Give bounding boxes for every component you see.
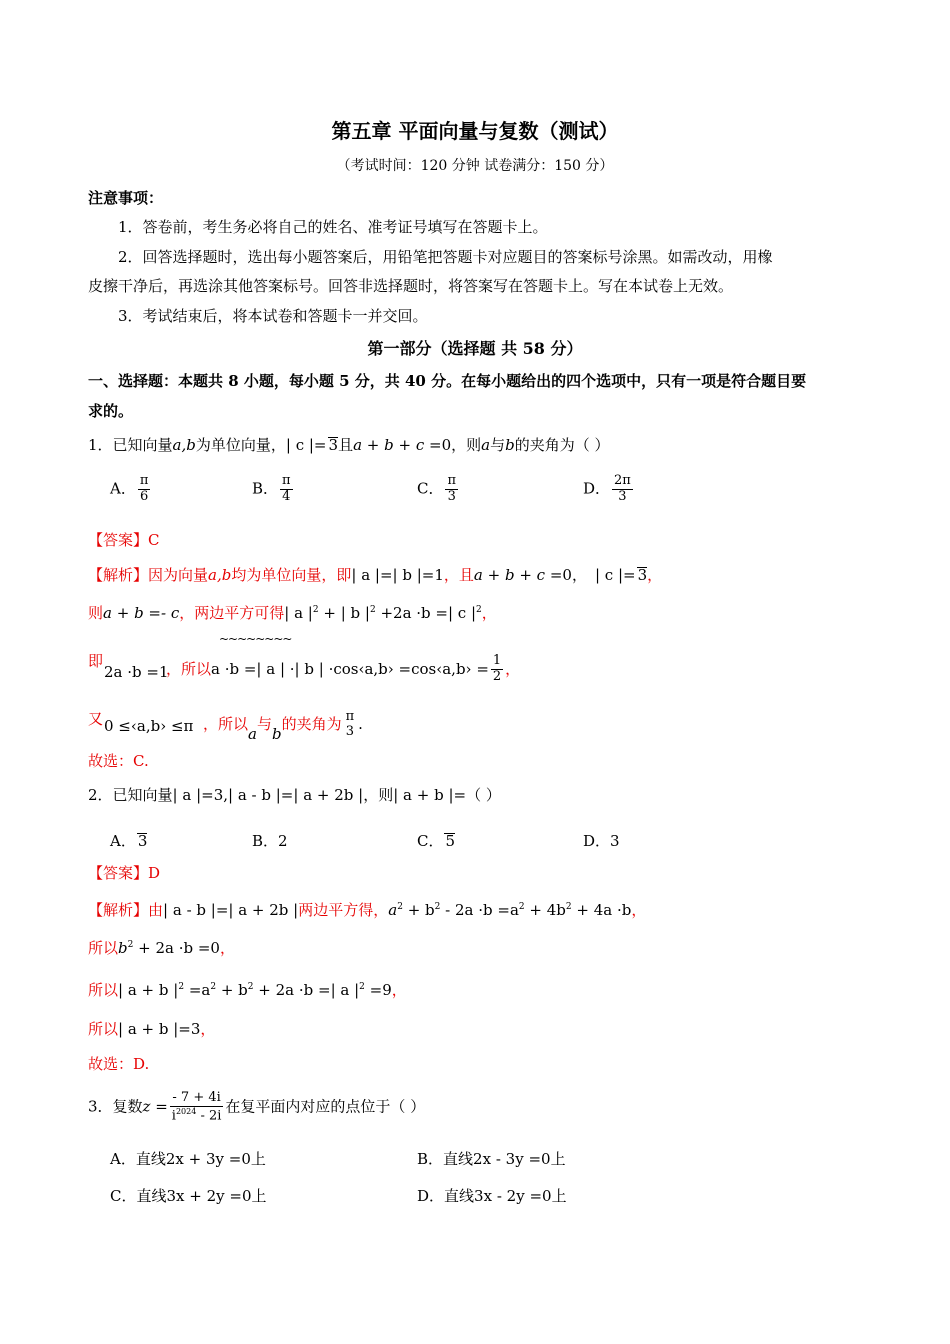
option-label: A． bbox=[110, 479, 136, 498]
solution-text: 与 bbox=[256, 714, 272, 733]
q1-vars: a,b bbox=[172, 436, 196, 454]
solution-text: 所以 bbox=[88, 981, 119, 999]
q2-solution-line-3 bbox=[88, 983, 407, 998]
q2-option-c[interactable] bbox=[417, 830, 455, 851]
option-text: 上 bbox=[251, 1187, 267, 1205]
section-instruction-cont: 求的。 bbox=[88, 402, 134, 420]
q1-solution-line-1 bbox=[88, 567, 662, 583]
solution-math: +2a ·b =| c | bbox=[375, 604, 477, 622]
q1-option-a[interactable] bbox=[110, 474, 152, 505]
q2-option-a[interactable] bbox=[110, 830, 147, 851]
solution-var: a bbox=[248, 724, 257, 743]
superscript: 2 bbox=[565, 902, 572, 912]
q1-solution-line-4-math: 0 ≤‹a,b› ≤π bbox=[104, 717, 194, 735]
sqrt-expression: 3 bbox=[137, 832, 148, 850]
superscript: 2 bbox=[397, 902, 403, 912]
q2-option-d[interactable] bbox=[583, 830, 620, 851]
superscript: 2 bbox=[127, 940, 134, 950]
q3-option-c[interactable] bbox=[110, 1185, 267, 1206]
fraction-denominator: 3 bbox=[447, 488, 456, 504]
solution-text: ， bbox=[631, 901, 647, 919]
q1-solution-line-2 bbox=[88, 606, 497, 621]
note-item-2-cont: 皮擦干净后，再选涂其他答案标号。回答非选择题时，将答案写在答题卡上。写在本试卷上无效。 bbox=[88, 277, 734, 295]
q2-math: | a + b |= bbox=[393, 786, 467, 804]
option-equation: 3x + 2y =0 bbox=[166, 1187, 252, 1205]
solution-text: ，且 bbox=[443, 566, 474, 584]
superscript: 2 bbox=[518, 902, 525, 912]
q1-option-c[interactable] bbox=[417, 474, 460, 505]
sqrt-expression: 3 bbox=[637, 566, 648, 584]
solution-math: a + b =- c bbox=[103, 604, 180, 622]
q1-conclusion: 故选：C. bbox=[88, 752, 149, 770]
q1-var: a bbox=[481, 436, 491, 454]
option-label: B． bbox=[252, 832, 279, 850]
option-equation: 2x - 3y =0 bbox=[473, 1150, 551, 1168]
notes-heading: 注意事项： bbox=[88, 189, 164, 207]
solution-text: ， bbox=[505, 659, 521, 678]
option-label: D． bbox=[583, 832, 611, 850]
q1-solution-line-4 bbox=[88, 712, 103, 727]
q2-answer: 【答案】D bbox=[88, 864, 161, 882]
solution-text: 由 bbox=[148, 901, 164, 919]
q2-text: ，则 bbox=[363, 786, 394, 804]
solution-text: 所以 bbox=[88, 1020, 119, 1038]
q2-math: | a |=3,| a - b |=| a + 2b | bbox=[172, 786, 364, 804]
option-text: 上 bbox=[250, 1150, 266, 1168]
note-item-1: 1．答卷前，考生务必将自己的姓名、准考证号填写在答题卡上。 bbox=[118, 218, 548, 236]
fraction bbox=[138, 474, 151, 505]
tilde-mark: ~~~~~~~~ bbox=[219, 632, 292, 646]
option-equation: 3x - 2y =0 bbox=[474, 1187, 552, 1205]
q1-option-d[interactable] bbox=[583, 474, 635, 505]
q3-option-a[interactable] bbox=[110, 1148, 266, 1169]
solution-text: ，所以 bbox=[166, 659, 212, 678]
superscript: 2 bbox=[210, 982, 217, 992]
q1-text: 与 bbox=[490, 436, 506, 454]
solution-math: | a | bbox=[284, 604, 313, 622]
fraction-numerator: π bbox=[447, 473, 457, 488]
fraction-denominator: 4 bbox=[282, 488, 291, 504]
sqrt-expression: 5 bbox=[445, 832, 456, 850]
superscript: 2 bbox=[476, 605, 482, 615]
q1-solution-line-3-math: 2a ·b =1 bbox=[104, 663, 169, 681]
solution-text: 则 bbox=[88, 604, 104, 622]
option-label: C． bbox=[417, 479, 444, 498]
fraction-numerator: π bbox=[139, 473, 149, 488]
solution-math: + b bbox=[402, 901, 435, 919]
q3-math: z = bbox=[142, 1097, 168, 1116]
q2-solution-line-1 bbox=[88, 903, 646, 918]
solution-math: + | b | bbox=[318, 604, 370, 622]
question-2-stem bbox=[88, 788, 501, 803]
option-text: 直线 bbox=[444, 1187, 475, 1205]
solution-math: | a + b | bbox=[118, 981, 179, 999]
q1-option-b[interactable] bbox=[252, 474, 295, 505]
solution-text: ，两边平方可得 bbox=[179, 604, 285, 622]
fraction bbox=[344, 710, 357, 740]
note-item-2: 2．回答选择题时，选出每小题答案后，用铅笔把答题卡对应题目的答案标号涂黑。如需改动，用橡 bbox=[118, 248, 773, 266]
fraction-numerator: - 7 + 4i bbox=[170, 1091, 224, 1107]
superscript: 2 bbox=[247, 982, 254, 992]
q1-text: 的夹角为（ ） bbox=[514, 436, 610, 454]
solution-math: + 2a ·b =0 bbox=[133, 939, 220, 957]
fraction-denominator: 2 bbox=[492, 668, 502, 684]
solution-text: 因为向量 bbox=[148, 566, 209, 584]
superscript: 2 bbox=[369, 605, 376, 615]
solution-text: 的夹角为 bbox=[281, 714, 342, 733]
solution-math: a bbox=[388, 901, 398, 919]
fraction bbox=[445, 474, 458, 505]
sqrt-expression: 3 bbox=[328, 436, 339, 454]
q1-answer: 【答案】C bbox=[88, 531, 160, 549]
q1-solution-line-4-rest bbox=[203, 710, 363, 742]
denominator-base: i bbox=[171, 1108, 176, 1124]
solution-math: | a - b |=| a + 2b | bbox=[163, 901, 299, 919]
q1-text: 1．已知向量 bbox=[88, 436, 173, 454]
option-label: C． bbox=[110, 1187, 137, 1205]
fraction-denominator bbox=[170, 1107, 224, 1124]
fraction-denominator: 6 bbox=[139, 488, 149, 504]
solution-text: 两边平方得， bbox=[298, 901, 389, 919]
solution-math: a + b + c bbox=[473, 566, 546, 584]
q3-text: 在复平面内对应的点位于（ ） bbox=[225, 1097, 426, 1116]
solution-math: + 4a ·b bbox=[571, 901, 632, 919]
q1-math: a + b + c bbox=[353, 436, 425, 454]
superscript: 2 bbox=[312, 605, 319, 615]
solution-label: 【解析】 bbox=[88, 566, 149, 584]
part-title: 第一部分（选择题 共 58 分） bbox=[367, 339, 583, 358]
fraction bbox=[612, 474, 633, 505]
solution-text: ， bbox=[219, 939, 235, 957]
question-3-stem bbox=[88, 1091, 425, 1124]
option-text: 上 bbox=[550, 1150, 566, 1168]
solution-var: b bbox=[271, 724, 282, 743]
solution-text: ， bbox=[200, 1020, 216, 1038]
solution-math: + b bbox=[216, 981, 248, 999]
solution-math: b bbox=[118, 939, 128, 957]
option-label: A． bbox=[110, 832, 136, 850]
option-label: B． bbox=[252, 479, 279, 498]
q2-text: （ ） bbox=[466, 786, 501, 804]
solution-math: + 2a ·b =| a | bbox=[253, 981, 360, 999]
exam-info: （考试时间：120 分钟 试卷满分：150 分） bbox=[336, 158, 614, 174]
fraction bbox=[491, 654, 503, 685]
superscript: 2 bbox=[178, 982, 185, 992]
question-1-stem bbox=[88, 437, 609, 453]
option-value: 3 bbox=[610, 832, 620, 850]
solution-math: a ·b =| a | ·| b | ·cos‹a,b› =cos‹a,b› = bbox=[211, 659, 489, 678]
section-instruction: 一、选择题：本题共 8 小题，每小题 5 分，共 40 分。在每小题给出的四个选项中，只有一项是符合题目要 bbox=[88, 372, 807, 390]
q3-option-d[interactable] bbox=[417, 1185, 567, 1206]
solution-math: + 4b bbox=[524, 901, 566, 919]
solution-math: | a + b |=3 bbox=[118, 1020, 201, 1038]
solution-text: 均为单位向量，即 bbox=[231, 566, 352, 584]
q2-text: 2．已知向量 bbox=[88, 786, 173, 804]
option-text: 上 bbox=[551, 1187, 567, 1205]
note-item-3: 3．考试结束后，将本试卷和答题卡一并交回。 bbox=[118, 307, 428, 325]
option-label: B． bbox=[417, 1150, 444, 1168]
solution-math: | c |= bbox=[594, 566, 636, 584]
superscript: 2 bbox=[434, 902, 441, 912]
denominator-rest: - 2i bbox=[196, 1108, 222, 1124]
option-label: C． bbox=[417, 832, 444, 850]
solution-text: 又 bbox=[88, 710, 104, 728]
fraction-numerator: 2π bbox=[614, 473, 631, 488]
fraction-numerator: π bbox=[282, 473, 291, 488]
q1-solution-line-3 bbox=[88, 654, 103, 669]
option-text: 直线 bbox=[135, 1150, 166, 1168]
solution-text: 即 bbox=[88, 652, 104, 670]
solution-label: 【解析】 bbox=[88, 901, 149, 919]
q1-text: =0，则 bbox=[424, 436, 482, 454]
solution-text: . bbox=[358, 714, 363, 733]
q2-option-b[interactable] bbox=[252, 830, 288, 851]
option-value: 2 bbox=[278, 832, 288, 850]
q1-solution-line-3-rest bbox=[166, 654, 520, 685]
q1-text: 为单位向量， bbox=[195, 436, 286, 454]
document-title: 第五章 平面向量与复数（测试） bbox=[331, 119, 619, 143]
solution-math: =a bbox=[184, 981, 211, 999]
option-text: 直线 bbox=[443, 1150, 474, 1168]
q3-option-b[interactable] bbox=[417, 1148, 566, 1169]
fraction-numerator: 1 bbox=[492, 653, 502, 668]
solution-text: ， bbox=[647, 566, 663, 584]
q1-var: b bbox=[505, 436, 515, 454]
superscript: 2 bbox=[359, 982, 365, 992]
solution-math: =0， bbox=[545, 566, 587, 584]
fraction-denominator: 3 bbox=[618, 488, 627, 504]
fraction bbox=[170, 1091, 224, 1124]
option-label: D． bbox=[417, 1187, 445, 1205]
q2-conclusion: 故选：D. bbox=[88, 1055, 150, 1073]
superscript: 2024 bbox=[175, 1106, 197, 1116]
option-label: A． bbox=[110, 1150, 136, 1168]
solution-text: 所以 bbox=[88, 939, 119, 957]
fraction-numerator: π bbox=[345, 709, 355, 724]
solution-math: a,b bbox=[208, 566, 232, 584]
q2-solution-line-4 bbox=[88, 1022, 215, 1037]
solution-text: ， bbox=[391, 981, 407, 999]
option-label: D． bbox=[583, 479, 611, 498]
q3-text: 3．复数 bbox=[88, 1097, 143, 1116]
solution-math: - 2a ·b =a bbox=[440, 901, 519, 919]
fraction-denominator: 3 bbox=[345, 723, 355, 739]
option-equation: 2x + 3y =0 bbox=[165, 1150, 251, 1168]
solution-math: | a |=| b |=1 bbox=[351, 566, 444, 584]
solution-math: =9 bbox=[364, 981, 392, 999]
solution-text: ，所以 bbox=[203, 714, 249, 733]
q2-solution-line-2 bbox=[88, 941, 235, 956]
solution-text: ， bbox=[481, 604, 497, 622]
fraction bbox=[280, 474, 293, 505]
q1-text: 且 bbox=[338, 436, 354, 454]
option-text: 直线 bbox=[136, 1187, 167, 1205]
q1-math: | c |= bbox=[285, 436, 327, 454]
